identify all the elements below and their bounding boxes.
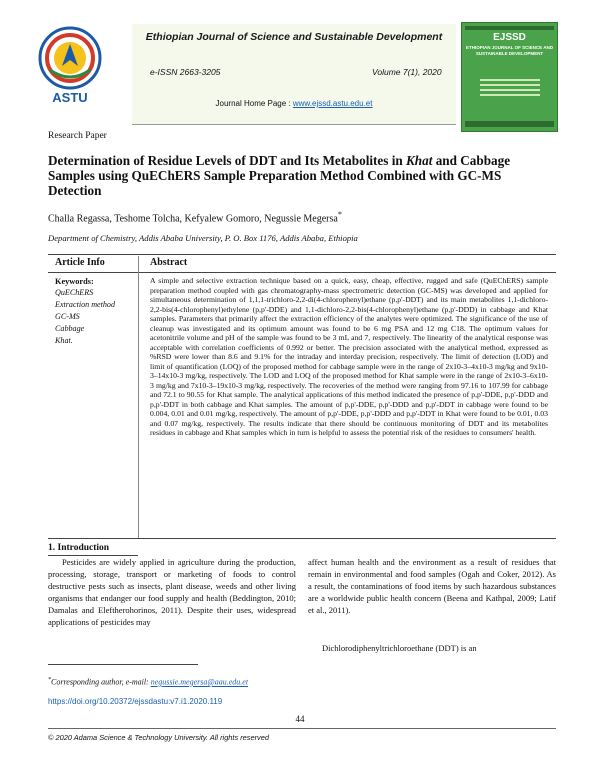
cover-top-bar: [465, 26, 554, 30]
intro-column-right: affect human health and the environment as a result of residues that remain in environmental and food samples (Ogah and Coker, 2012). As a result, the contaminations of food items by such hazardous substances are a worldwide public health concern (Beena and Kathpal, 2009; Latif et al., 2011).: [308, 557, 556, 616]
abstract-heading: Abstract: [150, 257, 188, 268]
journal-title: Ethiopian Journal of Science and Sustainable Development: [145, 31, 443, 43]
keywords-label: Keywords:: [55, 277, 94, 286]
intro-column-left: Pesticides are widely applied in agriculture during the production, processing, storage, transport or marketing of foods to control destructive pests such as insects, plant disease, weeds and other living organisms that endanger our food supply and health (Beddington, 2010; Damalas and Eleftherohorinos, 2011). Despite their uses, widespread applications of pesticides may: [48, 557, 296, 628]
corresponding-mark: *: [337, 210, 342, 219]
keyword-item: QuEChERS: [55, 288, 94, 297]
info-top-rule: [48, 254, 556, 255]
info-column-divider: [138, 256, 139, 538]
title-khat: Khat: [406, 153, 433, 168]
author-list: Challa Regassa, Teshome Tolcha, Kefyalew Gomoro, Negussie Megersa: [48, 213, 338, 225]
cover-title: EJSSD: [493, 32, 526, 43]
keyword-item: Extraction method: [55, 300, 116, 309]
introduction-heading: 1. Introduction: [48, 543, 110, 553]
intro-column-right-continued: Dichlorodiphenyltrichloroethane (DDT) is an: [322, 643, 477, 653]
journal-cover-thumbnail: [461, 22, 558, 132]
home-page-label: Journal Home Page :: [215, 99, 293, 108]
journal-header-divider: [132, 124, 456, 125]
cover-bottom-bar: [465, 121, 554, 127]
abstract-text: A simple and selective extraction technique based on a quick, easy, cheap, effective, rugged and safe (QuEChERS) sample preparation method coupled with gas chromatography-mass spectrometric detection (GC-MS) was developed and applied for simultaneous determination of 1,1,1-trichloro-2,2-di(4-chlorophenyl)ethane (p,p'-DDT) and its main metabolites 1,1-dichloro-2,2-bis(4-chlorophenyl)ethylene (p,p'-DDE) and 1,1-dichloro-2,2-bis(4-chlorophenyl)ethane (p,p'-DDD) in cabbage and Khat samples. Parameters that primarily affect the extraction efficiency of the analytes were optimized. The significance of the use of cleanup was investigated and its optimum amount was found to be 6 mg PSA and 12 mg C18. The optimum values for acetonitrile volume and pH of the sample was found to be 3 mL and 7, respectively. The linearity of the analytical response was acceptable with correlation coefficients of 0.992 or better. The precision associated with the analytical method, expressed as %RSD were lower than 8.6 and 9.1% for the intraday and interday precision, respectively. The limit of detection (LOD) and limit of quantification (LOQ) of the proposed method for cabbage sample were in the range of 2x10-3–4x10-3 mg/kg and 9x10-3–14x10-3 mg/kg, respectively. The LOD and LOQ of the proposed method for Khat sample were in the range of 2x10-3–6x10-3 mg/kg and 7x10-3–19x10-3 mg/kg, respectively. The recoveries of the method were ranging from 97.16 to 107.99 for cabbage and 72.1 to 90.55 for Khat sample. The analytical applications of this method indicated the presence of p,p'-DDE, p,p'-DDD and p,p'-DDT in both cabbage and Khat samples. The amount of p,p'-DDE, p,p'-DDD and p,p'-DDT in cabbage were found to be 0.004, 0.01 and 0.01 mg/kg, respectively. The amount of p,p'-DDE, p,p'-DDD and p,p'-DDT in Khat were found to be 0.01, 0.03 and 0.07 mg/kg, respectively. The results indicate that there should be continuous monitoring of DDT and its metabolites residues in cabbage and Khat samples which in turn is helpful to assess the potential risk of the residues to consumers' health.: [150, 276, 548, 437]
keyword-item: Khat.: [55, 336, 73, 345]
footnote-label: Corresponding author, e-mail:: [51, 677, 151, 687]
title-part-1: Determination of Residue Levels of DDT and Its Metabolites in: [48, 153, 407, 168]
astu-logo-text: ASTU: [52, 90, 88, 105]
authors: [48, 210, 556, 224]
article-info-heading: Article Info: [55, 257, 105, 268]
title-part-2: and Cabbage Samples using QuEChERS Sample Preparation Method Combined with GC-MS Detection: [48, 153, 511, 198]
affiliation: Department of Chemistry, Addis Ababa University, P. O. Box 1176, Addis Ababa, Ethiopia: [48, 233, 358, 243]
corresponding-email-link[interactable]: negussie.megersa@aau.edu.et: [150, 677, 249, 687]
doi-link[interactable]: https://doi.org/10.20372/ejssdastu:v7.i1.2020.119: [48, 697, 223, 706]
cover-decoration: [480, 79, 540, 99]
footnote-mark: *: [48, 677, 51, 683]
journal-volume: Volume 7(1), 2020: [372, 67, 442, 77]
astu-logo-icon: [38, 26, 102, 90]
home-page-link[interactable]: www.ejssd.astu.edu.et: [292, 99, 373, 108]
info-header-rule: [48, 272, 556, 273]
info-bottom-rule: [48, 538, 556, 539]
copyright: © 2020 Adama Science & Technology University. All rights reserved: [48, 733, 269, 742]
keyword-item: GC-MS: [55, 312, 80, 321]
keyword-item: Cabbage: [55, 324, 85, 333]
footer-rule: [48, 728, 556, 729]
article-title: [48, 153, 556, 198]
journal-issn: e-ISSN 2663-3205: [150, 67, 221, 77]
corresponding-footnote: [48, 677, 248, 687]
cover-subtitle: ETHIOPIAN JOURNAL OF SCIENCE AND SUSTAINABLE DEVELOPMENT: [466, 45, 554, 56]
page-number: 44: [295, 714, 305, 724]
footnote-rule: [48, 664, 198, 665]
journal-home-page: [134, 99, 454, 108]
article-type: Research Paper: [48, 131, 107, 141]
